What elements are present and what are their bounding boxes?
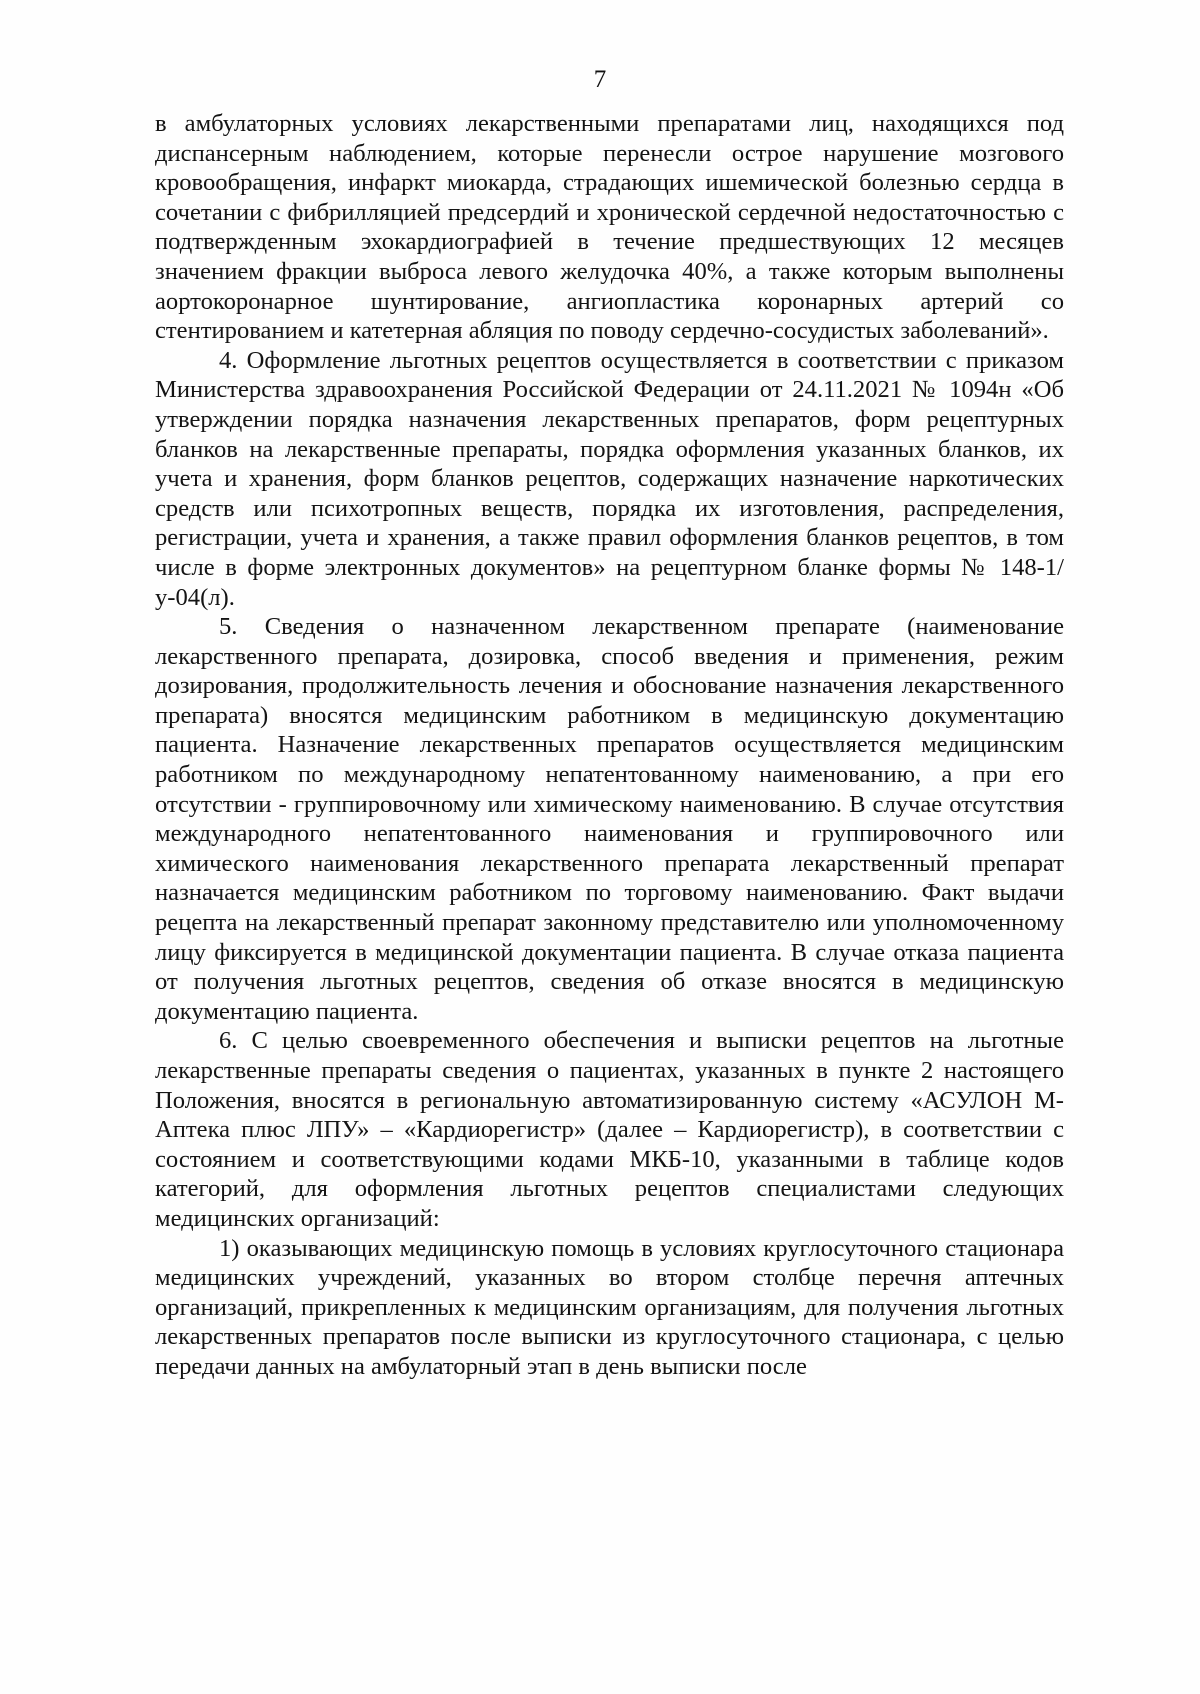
page-number: 7: [593, 66, 607, 93]
paragraph-continuation: в амбулаторных условиях лекарственными препаратами лиц, находящихся под диспансерным наблюдением, которые перенесли острое нарушение мозгового кровообращения, инфаркт миокарда, страдающих ишемической болезнью сердца в сочетании с фибрилляцией предсердий и хронической сердечной недостаточностью с подтвержденным эхокардиографией в течение предшествующих 12 месяцев значением фракции выброса левого желудочка 40%, а также которым выполнены аортокоронарное шунтирование, ангиопластика коронарных артерий со стентированием и катетерная абляция по поводу сердечно-сосудистых заболеваний».: [155, 110, 1064, 345]
document-body: [155, 109, 1064, 1382]
paragraph-item-6: 6. С целью своевременного обеспечения и выписки рецептов на льготные лекарственные препараты сведения о пациентах, указанных в пункте 2 настоящего Положения, вносятся в региональную автоматизированную систему «АСУЛОН М-Аптека плюс ЛПУ» – «Кардиорегистр» (далее – Кардиорегистр), в соответствии с состоянием и соответствующими кодами МКБ-10, указанными в таблице кодов категорий, для оформления льготных рецептов специалистами следующих медицинских организаций:: [155, 1027, 1064, 1232]
paragraph-item-4: 4. Оформление льготных рецептов осуществляется в соответствии с приказом Министерства здравоохранения Российской Федерации от 24.11.2021 № 1094н «Об утверждении порядка назначения лекарственных препаратов, форм рецептурных бланков на лекарственные препараты, порядка оформления указанных бланков, их учета и хранения, форм бланков рецептов, содержащих назначение наркотических средств или психотропных веществ, порядка их изготовления, распределения, регистрации, учета и хранения, а также правил оформления бланков рецептов, в том числе в форме электронных документов» на рецептурном бланке формы № 148-1/у-04(л).: [155, 346, 1064, 611]
paragraph-item-5: 5. Сведения о назначенном лекарственном препарате (наименование лекарственного препарата, дозировка, способ введения и применения, режим дозирования, продолжительность лечения и обоснование назначения лекарственного препарата) вносятся медицинским работником в медицинскую документацию пациента. Назначение лекарственных препаратов осуществляется медицинским работником по международному непатентованному наименованию, а при его отсутствии - группировочному или химическому наименованию. В случае отсутствия международного непатентованного наименования и группировочного или химического наименования лекарственного препарата лекарственный препарат назначается медицинским работником по торговому наименованию. Факт выдачи рецепта на лекарственный препарат законному представителю или уполномоченному лицу фиксируется в медицинской документации пациента. В случае отказа пациента от получения льготных рецептов, сведения об отказе вносятся в медицинскую документацию пациента.: [155, 613, 1064, 1025]
paragraph-subitem-1: 1) оказывающих медицинскую помощь в условиях круглосуточного стационара медицинских учреждений, указанных во втором столбце перечня аптечных организаций, прикрепленных к медицинским организациям, для получения льготных лекарственных препаратов после выписки из круглосуточного стационара, с целью передачи данных на амбулаторный этап в день выписки после: [155, 1234, 1064, 1380]
